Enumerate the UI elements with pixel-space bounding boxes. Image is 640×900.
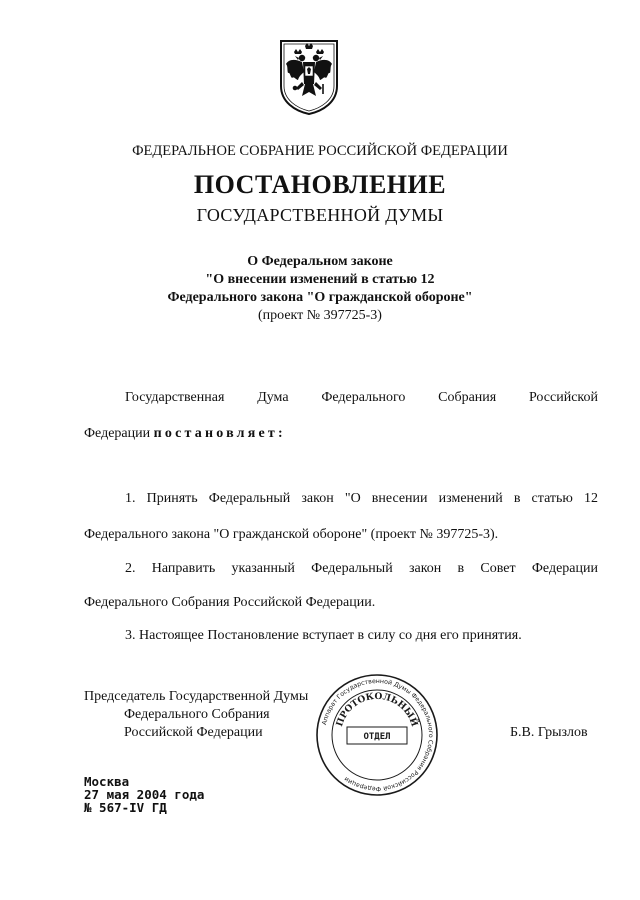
law-title-line: "О внесении изменений в статью 12 [205, 272, 435, 287]
intro-prefix: Федерации [84, 426, 151, 441]
item-2-line: Федерального Собрания Российской Федерации. [84, 595, 376, 610]
coat-of-arms-emblem [278, 38, 340, 116]
signatory-name: Б.В. Грызлов [510, 725, 588, 740]
assembly-heading: ФЕДЕРАЛЬНОЕ СОБРАНИЕ РОССИЙСКОЙ ФЕДЕРАЦИИ [132, 143, 508, 159]
decree-title: ПОСТАНОВЛЕНИЕ [193, 170, 447, 199]
decree-subtitle: ГОСУДАРСТВЕННОЙ ДУМЫ [196, 205, 444, 225]
item-2-line: 2. Направить указанный Федеральный закон в Совет Федерации [125, 561, 598, 576]
law-title-line: О Федеральном законе [247, 254, 393, 269]
law-project-number: (проект № 397725-3) [258, 308, 382, 323]
signature-title-line: Российской Федерации [124, 725, 263, 740]
stamp-arc-text: ПРОТОКОЛЬНЫЙ [335, 691, 419, 729]
official-stamp [314, 672, 440, 798]
footer-city: Москва [84, 774, 130, 789]
intro-paragraph-line [84, 426, 598, 442]
footer-number: № 567-IV ГД [84, 800, 167, 815]
item-3-line: 3. Настоящее Постановление вступает в силу со дня его принятия. [125, 628, 522, 643]
signature-title-line: Федерального Собрания [124, 707, 270, 722]
item-1-line: Федерального закона "О гражданской обороне" (проект № 397725-3). [84, 527, 499, 542]
stamp-center-text: ОТДЕЛ [363, 732, 391, 742]
footer-date: 27 мая 2004 года [84, 787, 205, 802]
item-1-line: 1. Принять Федеральный закон "О внесении изменений в статью 12 [125, 491, 598, 506]
stamp-ring-text: Аппарат Государственной Думы Федерального Собрания Российской Федерации [321, 677, 435, 793]
resolves-word: постановляет: [153, 426, 286, 441]
intro-paragraph-line: Государственная Дума Федерального Собрания Российской [125, 390, 598, 405]
law-title-block [0, 253, 640, 325]
signature-title-line: Председатель Государственной Думы [84, 689, 309, 704]
law-title-line: Федерального закона "О гражданской обороне" [167, 290, 473, 305]
